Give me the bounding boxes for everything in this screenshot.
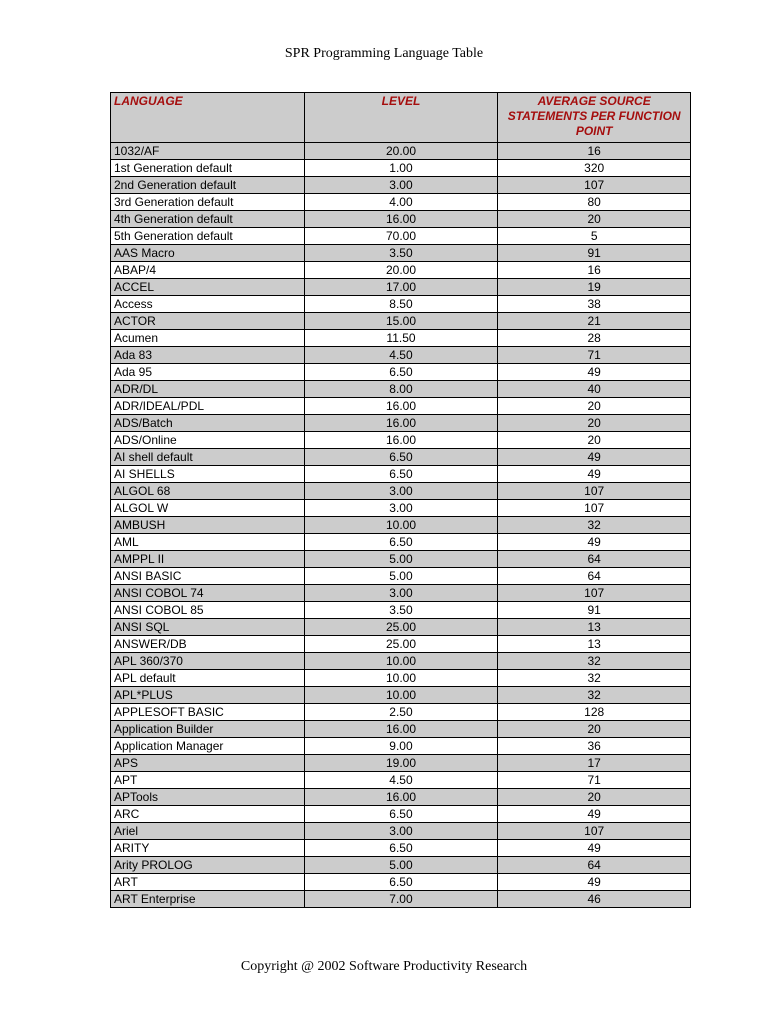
cell-level: 6.50 xyxy=(304,840,498,857)
cell-level: 7.00 xyxy=(304,891,498,908)
cell-level: 4.00 xyxy=(304,194,498,211)
cell-average-statements: 32 xyxy=(498,653,691,670)
copyright-footer: Copyright @ 2002 Software Productivity Research xyxy=(240,959,528,974)
cell-average-statements: 49 xyxy=(498,534,691,551)
cell-level: 3.00 xyxy=(304,500,498,517)
table-row xyxy=(111,806,691,823)
cell-language: ANSI BASIC xyxy=(111,568,305,585)
cell-level: 25.00 xyxy=(304,636,498,653)
cell-average-statements: 19 xyxy=(498,279,691,296)
cell-average-statements: 107 xyxy=(498,500,691,517)
cell-language: Acumen xyxy=(111,330,305,347)
cell-level: 16.00 xyxy=(304,432,498,449)
cell-level: 3.00 xyxy=(304,585,498,602)
cell-average-statements: 32 xyxy=(498,687,691,704)
cell-language: ART xyxy=(111,874,305,891)
cell-level: 11.50 xyxy=(304,330,498,347)
cell-language: AAS Macro xyxy=(111,245,305,262)
table-row xyxy=(111,313,691,330)
cell-level: 19.00 xyxy=(304,755,498,772)
cell-average-statements: 49 xyxy=(498,466,691,483)
table-row xyxy=(111,840,691,857)
cell-language: 1032/AF xyxy=(111,143,305,160)
cell-language: ABAP/4 xyxy=(111,262,305,279)
table-row xyxy=(111,228,691,245)
table-row xyxy=(111,568,691,585)
cell-level: 8.50 xyxy=(304,296,498,313)
cell-level: 6.50 xyxy=(304,364,498,381)
cell-average-statements: 46 xyxy=(498,891,691,908)
cell-average-statements: 17 xyxy=(498,755,691,772)
table-row xyxy=(111,534,691,551)
cell-language: ANSWER/DB xyxy=(111,636,305,653)
cell-language: APL*PLUS xyxy=(111,687,305,704)
cell-level: 3.00 xyxy=(304,483,498,500)
cell-language: APL default xyxy=(111,670,305,687)
table-row xyxy=(111,738,691,755)
cell-language: ADS/Batch xyxy=(111,415,305,432)
cell-language: ART Enterprise xyxy=(111,891,305,908)
table-row xyxy=(111,704,691,721)
cell-language: 1st Generation default xyxy=(111,160,305,177)
table-row xyxy=(111,500,691,517)
cell-language: ANSI COBOL 85 xyxy=(111,602,305,619)
cell-language: APL 360/370 xyxy=(111,653,305,670)
cell-level: 17.00 xyxy=(304,279,498,296)
cell-level: 25.00 xyxy=(304,619,498,636)
table-row xyxy=(111,517,691,534)
table-row xyxy=(111,177,691,194)
cell-level: 10.00 xyxy=(304,687,498,704)
cell-level: 20.00 xyxy=(304,143,498,160)
cell-level: 6.50 xyxy=(304,874,498,891)
table-row xyxy=(111,857,691,874)
table-row xyxy=(111,823,691,840)
cell-average-statements: 128 xyxy=(498,704,691,721)
cell-language: Ariel xyxy=(111,823,305,840)
cell-level: 10.00 xyxy=(304,653,498,670)
cell-average-statements: 21 xyxy=(498,313,691,330)
cell-average-statements: 320 xyxy=(498,160,691,177)
cell-language: ARITY xyxy=(111,840,305,857)
cell-language: 4th Generation default xyxy=(111,211,305,228)
cell-language: AI SHELLS xyxy=(111,466,305,483)
cell-average-statements: 107 xyxy=(498,177,691,194)
cell-average-statements: 49 xyxy=(498,449,691,466)
table-row xyxy=(111,483,691,500)
cell-language: AMBUSH xyxy=(111,517,305,534)
cell-level: 10.00 xyxy=(304,517,498,534)
table-row xyxy=(111,466,691,483)
cell-average-statements: 64 xyxy=(498,551,691,568)
cell-level: 5.00 xyxy=(304,857,498,874)
cell-language: AI shell default xyxy=(111,449,305,466)
table-row xyxy=(111,381,691,398)
cell-language: ALGOL W xyxy=(111,500,305,517)
table-row xyxy=(111,602,691,619)
cell-average-statements: 20 xyxy=(498,398,691,415)
table-row xyxy=(111,347,691,364)
cell-language: Access xyxy=(111,296,305,313)
cell-average-statements: 16 xyxy=(498,143,691,160)
cell-language: ACTOR xyxy=(111,313,305,330)
cell-level: 16.00 xyxy=(304,789,498,806)
cell-average-statements: 107 xyxy=(498,823,691,840)
cell-level: 20.00 xyxy=(304,262,498,279)
cell-language: Application Manager xyxy=(111,738,305,755)
cell-level: 6.50 xyxy=(304,449,498,466)
cell-level: 5.00 xyxy=(304,551,498,568)
cell-language: APT xyxy=(111,772,305,789)
cell-language: Ada 83 xyxy=(111,347,305,364)
header-language: LANGUAGE xyxy=(111,93,305,143)
table-row xyxy=(111,262,691,279)
cell-level: 3.00 xyxy=(304,177,498,194)
cell-average-statements: 20 xyxy=(498,211,691,228)
table-row xyxy=(111,398,691,415)
cell-average-statements: 20 xyxy=(498,721,691,738)
cell-language: ADR/IDEAL/PDL xyxy=(111,398,305,415)
cell-average-statements: 20 xyxy=(498,415,691,432)
cell-average-statements: 49 xyxy=(498,840,691,857)
cell-language: Application Builder xyxy=(111,721,305,738)
cell-level: 16.00 xyxy=(304,721,498,738)
table-row xyxy=(111,364,691,381)
cell-average-statements: 36 xyxy=(498,738,691,755)
cell-language: APTools xyxy=(111,789,305,806)
cell-average-statements: 13 xyxy=(498,636,691,653)
cell-language: APS xyxy=(111,755,305,772)
cell-average-statements: 71 xyxy=(498,772,691,789)
table-row xyxy=(111,279,691,296)
cell-level: 10.00 xyxy=(304,670,498,687)
cell-level: 9.00 xyxy=(304,738,498,755)
cell-average-statements: 49 xyxy=(498,806,691,823)
cell-level: 1.00 xyxy=(304,160,498,177)
cell-average-statements: 49 xyxy=(498,874,691,891)
cell-average-statements: 20 xyxy=(498,789,691,806)
cell-level: 6.50 xyxy=(304,806,498,823)
cell-language: 5th Generation default xyxy=(111,228,305,245)
cell-level: 5.00 xyxy=(304,568,498,585)
cell-language: ALGOL 68 xyxy=(111,483,305,500)
cell-level: 4.50 xyxy=(304,772,498,789)
table-row xyxy=(111,432,691,449)
table-row xyxy=(111,160,691,177)
cell-average-statements: 71 xyxy=(498,347,691,364)
table-row xyxy=(111,772,691,789)
cell-average-statements: 80 xyxy=(498,194,691,211)
cell-language: Ada 95 xyxy=(111,364,305,381)
table-row xyxy=(111,687,691,704)
cell-level: 16.00 xyxy=(304,415,498,432)
cell-language: 3rd Generation default xyxy=(111,194,305,211)
cell-level: 3.50 xyxy=(304,602,498,619)
cell-language: ADR/DL xyxy=(111,381,305,398)
cell-level: 16.00 xyxy=(304,398,498,415)
table-row xyxy=(111,874,691,891)
language-table xyxy=(110,92,691,908)
cell-average-statements: 49 xyxy=(498,364,691,381)
table-header-row xyxy=(111,93,691,143)
cell-average-statements: 91 xyxy=(498,602,691,619)
cell-average-statements: 40 xyxy=(498,381,691,398)
cell-level: 3.00 xyxy=(304,823,498,840)
cell-level: 6.50 xyxy=(304,466,498,483)
document-title: SPR Programming Language Table xyxy=(284,46,484,61)
cell-level: 15.00 xyxy=(304,313,498,330)
cell-language: 2nd Generation default xyxy=(111,177,305,194)
cell-level: 8.00 xyxy=(304,381,498,398)
table-row xyxy=(111,653,691,670)
table-row xyxy=(111,551,691,568)
cell-level: 16.00 xyxy=(304,211,498,228)
cell-average-statements: 32 xyxy=(498,670,691,687)
table-row xyxy=(111,636,691,653)
cell-average-statements: 32 xyxy=(498,517,691,534)
table-row xyxy=(111,721,691,738)
table-row xyxy=(111,330,691,347)
table-row xyxy=(111,670,691,687)
cell-level: 6.50 xyxy=(304,534,498,551)
cell-average-statements: 64 xyxy=(498,568,691,585)
table-row xyxy=(111,245,691,262)
header-average-statements: AVERAGE SOURCE STATEMENTS PER FUNCTION POINT xyxy=(498,93,691,143)
cell-average-statements: 107 xyxy=(498,483,691,500)
cell-average-statements: 20 xyxy=(498,432,691,449)
cell-average-statements: 64 xyxy=(498,857,691,874)
table-row xyxy=(111,143,691,160)
table-row xyxy=(111,789,691,806)
cell-language: ADS/Online xyxy=(111,432,305,449)
cell-level: 3.50 xyxy=(304,245,498,262)
cell-average-statements: 5 xyxy=(498,228,691,245)
cell-average-statements: 91 xyxy=(498,245,691,262)
cell-language: ANSI COBOL 74 xyxy=(111,585,305,602)
table-row xyxy=(111,211,691,228)
cell-average-statements: 13 xyxy=(498,619,691,636)
cell-language: ARC xyxy=(111,806,305,823)
header-level: LEVEL xyxy=(304,93,498,143)
cell-average-statements: 38 xyxy=(498,296,691,313)
cell-language: ACCEL xyxy=(111,279,305,296)
cell-language: Arity PROLOG xyxy=(111,857,305,874)
table-body xyxy=(111,143,691,908)
cell-level: 2.50 xyxy=(304,704,498,721)
table-row xyxy=(111,194,691,211)
cell-language: APPLESOFT BASIC xyxy=(111,704,305,721)
cell-level: 70.00 xyxy=(304,228,498,245)
cell-average-statements: 16 xyxy=(498,262,691,279)
table-row xyxy=(111,585,691,602)
cell-average-statements: 107 xyxy=(498,585,691,602)
cell-language: AMPPL II xyxy=(111,551,305,568)
table-row xyxy=(111,619,691,636)
cell-level: 4.50 xyxy=(304,347,498,364)
table-row xyxy=(111,415,691,432)
table-row xyxy=(111,449,691,466)
cell-average-statements: 28 xyxy=(498,330,691,347)
table-row xyxy=(111,891,691,908)
cell-language: AML xyxy=(111,534,305,551)
table-row xyxy=(111,755,691,772)
table-row xyxy=(111,296,691,313)
cell-language: ANSI SQL xyxy=(111,619,305,636)
